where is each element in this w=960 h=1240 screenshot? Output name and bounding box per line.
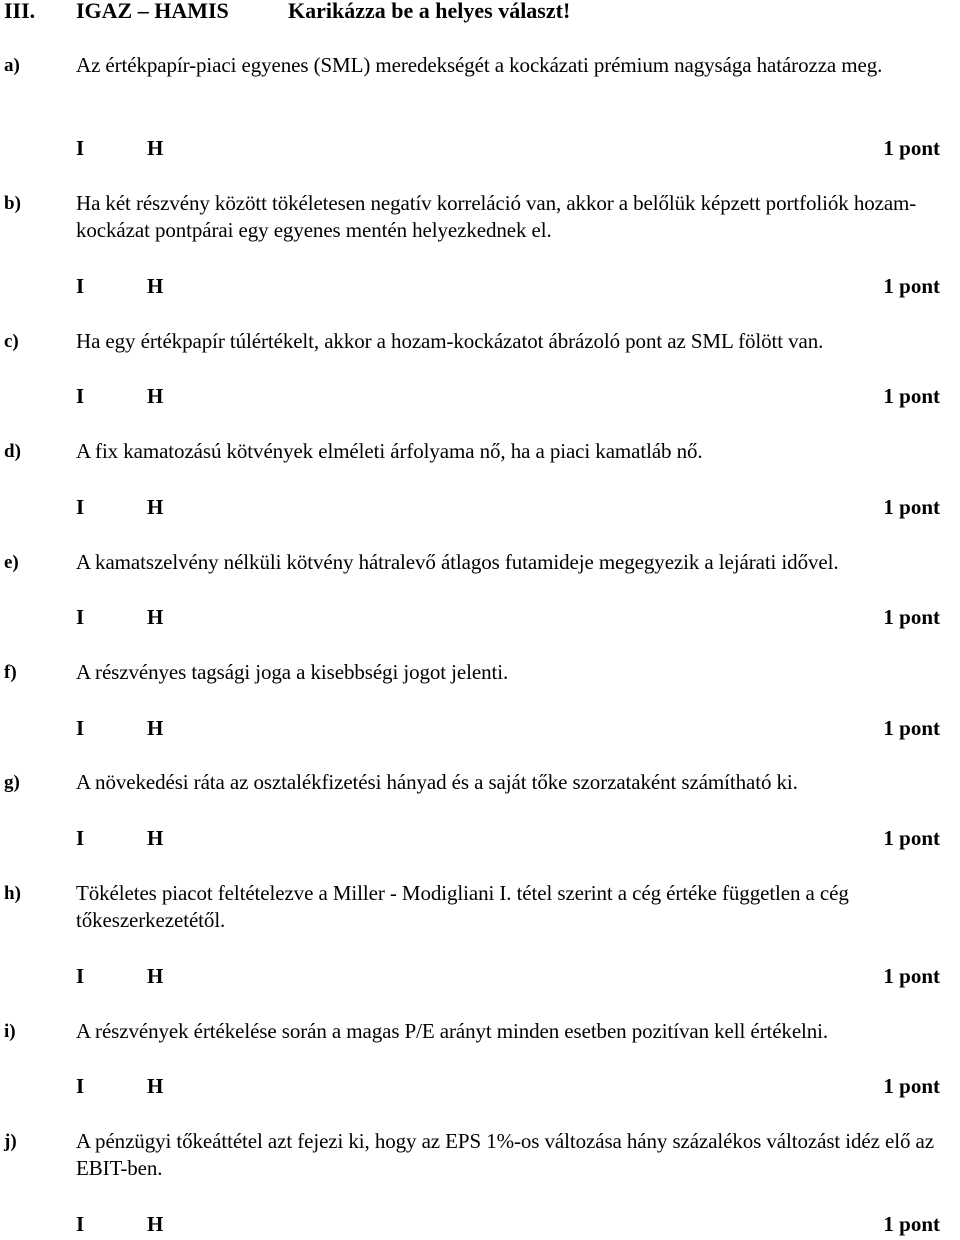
section-title: IGAZ – HAMIS	[76, 0, 229, 23]
points-label: 1 pont	[883, 605, 940, 629]
question-letter: e)	[4, 552, 19, 573]
question-letter: f)	[4, 662, 17, 683]
option-false[interactable]: H	[147, 716, 164, 740]
points-label: 1 pont	[883, 136, 940, 160]
question-text: A részvények értékelése során a magas P/E arányt minden esetben pozitívan kell értékelni.	[76, 1019, 829, 1043]
points-label: 1 pont	[883, 495, 940, 519]
option-false[interactable]: H	[147, 495, 164, 519]
option-true[interactable]: I	[76, 136, 85, 160]
option-false[interactable]: H	[147, 136, 164, 160]
question-text: Az értékpapír-piaci egyenes (SML) meredekségét a kockázati prémium nagysága határozza meg.	[76, 53, 883, 77]
points-label: 1 pont	[883, 1212, 940, 1236]
answer-row-h	[0, 962, 960, 990]
question-letter: a)	[4, 55, 20, 76]
answer-row-j	[0, 1210, 960, 1238]
answer-row-a	[0, 134, 960, 162]
question-text: A részvényes tagsági joga a kisebbségi jogot jelenti.	[76, 660, 509, 684]
option-true[interactable]: I	[76, 826, 85, 850]
answer-row-c	[0, 382, 960, 410]
section-number: III.	[4, 0, 36, 23]
answer-row-e	[0, 603, 960, 631]
option-true[interactable]: I	[76, 384, 85, 408]
question-text: Ha egy értékpapír túlértékelt, akkor a hozam-kockázatot ábrázoló pont az SML fölött van.	[76, 329, 824, 353]
points-label: 1 pont	[883, 716, 940, 740]
points-label: 1 pont	[883, 384, 940, 408]
option-true[interactable]: I	[76, 605, 85, 629]
option-false[interactable]: H	[147, 605, 164, 629]
option-false[interactable]: H	[147, 1212, 164, 1236]
question-text: A növekedési ráta az osztalékfizetési hányad és a saját tőke szorzataként számítható ki.	[76, 770, 798, 794]
points-label: 1 pont	[883, 274, 940, 298]
question-text: A fix kamatozású kötvények elméleti árfolyama nő, ha a piaci kamatláb nő.	[76, 439, 703, 463]
option-true[interactable]: I	[76, 1212, 85, 1236]
points-label: 1 pont	[883, 826, 940, 850]
points-label: 1 pont	[883, 1074, 940, 1098]
question-letter: h)	[4, 883, 21, 904]
question-letter: b)	[4, 193, 21, 214]
option-true[interactable]: I	[76, 274, 85, 298]
option-false[interactable]: H	[147, 826, 164, 850]
points-label: 1 pont	[883, 964, 940, 988]
answer-row-i	[0, 1072, 960, 1100]
option-false[interactable]: H	[147, 1074, 164, 1098]
answer-row-f	[0, 714, 960, 742]
question-text: Tökéletes piacot feltételezve a Miller - Modigliani I. tétel szerint a cég értéke független a cég tőkeszerkezetétől.	[76, 881, 849, 932]
question-letter: g)	[4, 772, 20, 793]
option-false[interactable]: H	[147, 384, 164, 408]
question-text: A pénzügyi tőkeáttétel azt fejezi ki, hogy az EPS 1%-os változása hány százalékos változást idéz elő az EBIT-ben.	[76, 1129, 934, 1180]
question-letter: d)	[4, 441, 21, 462]
answer-row-d	[0, 493, 960, 521]
option-false[interactable]: H	[147, 964, 164, 988]
option-true[interactable]: I	[76, 1074, 85, 1098]
option-true[interactable]: I	[76, 495, 85, 519]
option-false[interactable]: H	[147, 274, 164, 298]
question-text: A kamatszelvény nélküli kötvény hátralevő átlagos futamideje megegyezik a lejárati idővel.	[76, 550, 839, 574]
question-letter: c)	[4, 331, 19, 352]
question-letter: j)	[4, 1131, 17, 1152]
section-instruction: Karikázza be a helyes választ!	[288, 0, 571, 23]
option-true[interactable]: I	[76, 716, 85, 740]
answer-row-g	[0, 824, 960, 852]
answer-row-b	[0, 272, 960, 300]
option-true[interactable]: I	[76, 964, 85, 988]
question-letter: i)	[4, 1021, 16, 1042]
question-text: Ha két részvény között tökéletesen negatív korreláció van, akkor a belőlük képzett portfoliók hozam-kockázat pontpárai egy egyenes mentén helyezkednek el.	[76, 191, 917, 242]
